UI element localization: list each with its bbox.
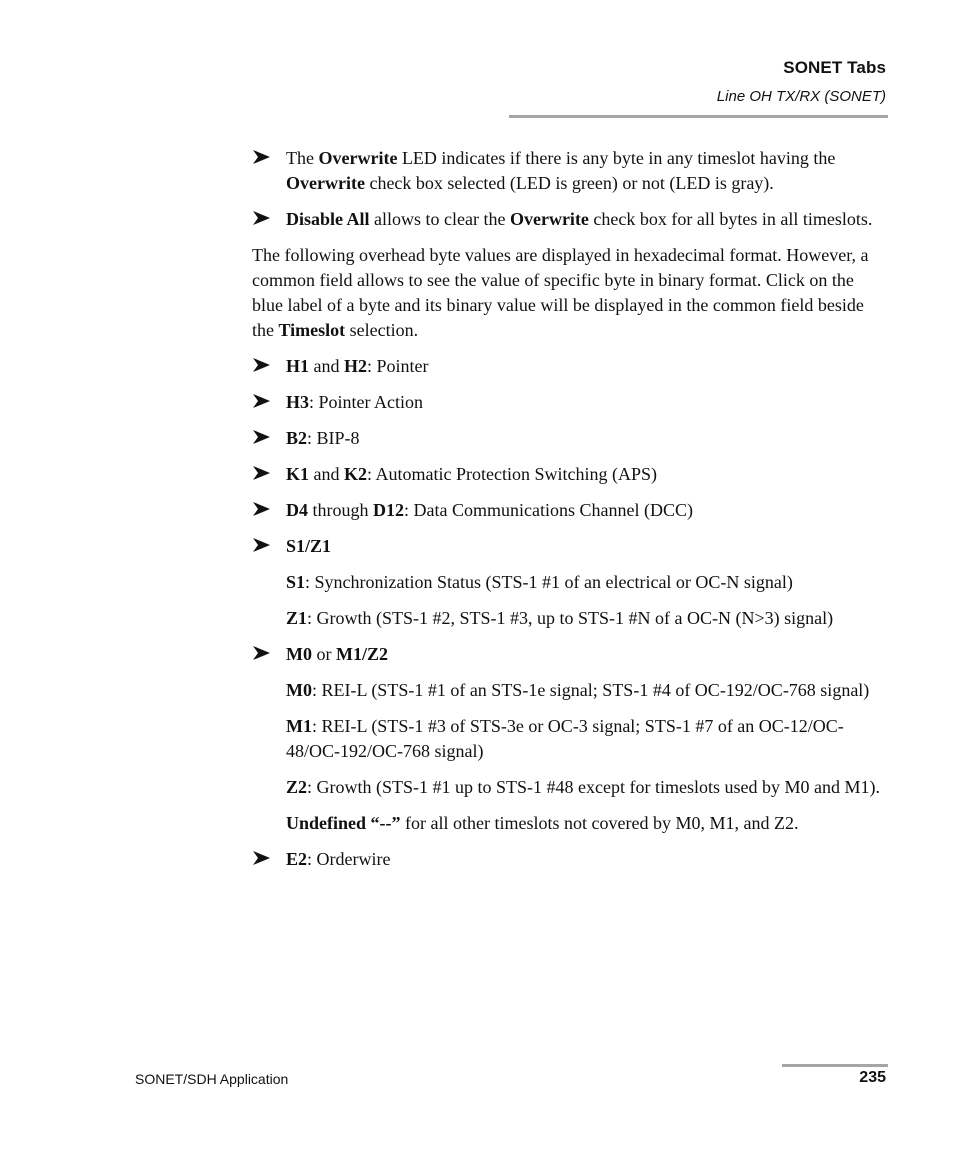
sub-text: : Growth (STS-1 #2, STS-1 #3, up to STS-1 #N of a OC-N (N>3) signal)	[307, 608, 834, 628]
arrow-bullet-icon	[252, 463, 272, 483]
document-body	[252, 146, 888, 883]
sub-text: : REI-L (STS-1 #3 of STS-3e or OC-3 signal; STS-1 #7 of an OC-12/OC-48/OC-192/OC-768 signal)	[286, 716, 844, 761]
sub-bold-term: S1	[286, 572, 306, 592]
bullet-bold-term: M0	[286, 644, 312, 664]
bullet-text: and	[309, 356, 345, 376]
paragraph-bold-term: Timeslot	[278, 320, 346, 340]
bullet-m0-m1-z2	[252, 642, 888, 667]
bullet-bold-term: K2	[344, 464, 368, 484]
sub-bold-term: M0	[286, 680, 312, 700]
bullet-bold-term: M1/Z2	[336, 644, 388, 664]
bullet-text: check box for all bytes in all timeslots.	[588, 209, 873, 229]
sub-text: for all other timeslots not covered by M0, M1, and Z2.	[400, 813, 799, 833]
bullet-text: check box selected (LED is green) or not (LED is gray).	[364, 173, 774, 193]
arrow-bullet-icon	[252, 499, 272, 519]
bullet-bold-term: H2	[344, 356, 368, 376]
bullet-disable-all	[252, 207, 888, 232]
bullet-e2	[252, 847, 888, 872]
arrow-bullet-icon	[252, 535, 272, 555]
bullet-text: : Pointer Action	[309, 392, 424, 412]
bullet-text: : Automatic Protection Switching (APS)	[367, 464, 658, 484]
sub-bold-term: Undefined “--”	[286, 813, 401, 833]
arrow-bullet-icon	[252, 391, 272, 411]
bullet-bold-term: Overwrite	[286, 173, 365, 193]
footer-document-title: SONET/SDH Application	[135, 1071, 289, 1087]
bullet-bold-term: E2	[286, 849, 308, 869]
arrow-bullet-icon	[252, 427, 272, 447]
bullet-h1-h2	[252, 354, 888, 379]
header-divider	[509, 115, 888, 118]
bullet-text: through	[308, 500, 373, 520]
bullet-k1-k2	[252, 462, 888, 487]
sub-bold-term: M1	[286, 716, 312, 736]
arrow-bullet-icon	[252, 208, 272, 228]
bullet-text: The	[286, 148, 319, 168]
sub-bold-term: Z1	[286, 608, 308, 628]
bullet-text: : Data Communications Channel (DCC)	[404, 500, 693, 520]
intro-paragraph	[252, 243, 888, 343]
sub-paragraph-m0	[252, 678, 888, 703]
sub-paragraph-z1	[252, 606, 888, 631]
bullet-bold-term: S1/Z1	[286, 536, 332, 556]
sub-text: : Growth (STS-1 #1 up to STS-1 #48 except for timeslots used by M0 and M1).	[307, 777, 880, 797]
bullet-bold-term: Overwrite	[318, 148, 398, 168]
bullet-s1-z1	[252, 534, 888, 559]
bullet-overwrite	[252, 146, 888, 196]
sub-paragraph-s1	[252, 570, 888, 595]
bullet-text: allows to clear the	[369, 209, 510, 229]
sub-paragraph-undefined	[252, 811, 888, 836]
bullet-bold-term: Overwrite	[509, 209, 589, 229]
page-section-title: SONET Tabs	[783, 58, 886, 77]
arrow-bullet-icon	[252, 355, 272, 375]
page-subsection-title: Line OH TX/RX (SONET)	[716, 88, 886, 105]
bullet-text: and	[309, 464, 345, 484]
bullet-bold-term: H1	[286, 356, 310, 376]
footer-divider	[782, 1064, 888, 1067]
bullet-bold-term: D4	[286, 500, 308, 520]
bullet-text: LED indicates if there is any byte in any timeslot having the	[397, 148, 836, 168]
bullet-h3	[252, 390, 888, 415]
sub-text: : REI-L (STS-1 #1 of an STS-1e signal; STS-1 #4 of OC-192/OC-768 signal)	[312, 680, 870, 700]
bullet-bold-term: K1	[286, 464, 310, 484]
bullet-b2	[252, 426, 888, 451]
bullet-d4-d12	[252, 498, 888, 523]
sub-paragraph-z2	[252, 775, 888, 800]
page-number: 235	[859, 1069, 886, 1086]
bullet-bold-term: B2	[286, 428, 308, 448]
bullet-text: or	[312, 644, 336, 664]
arrow-bullet-icon	[252, 848, 272, 868]
bullet-text: : BIP-8	[307, 428, 360, 448]
sub-text: : Synchronization Status (STS-1 #1 of an electrical or OC-N signal)	[305, 572, 793, 592]
bullet-bold-term: Disable All	[286, 209, 370, 229]
paragraph-text: The following overhead byte values are displayed in hexadecimal format. However, a common field allows to see the value of specific byte in binary format. Click on the blue label of a byte and its binary value will be displayed in the common field beside the	[252, 245, 869, 340]
sub-bold-term: Z2	[286, 777, 308, 797]
bullet-bold-term: D12	[373, 500, 404, 520]
bullet-text: : Pointer	[367, 356, 429, 376]
bullet-bold-term: H3	[286, 392, 310, 412]
arrow-bullet-icon	[252, 147, 272, 167]
paragraph-text: selection.	[345, 320, 419, 340]
arrow-bullet-icon	[252, 643, 272, 663]
sub-paragraph-m1	[252, 714, 888, 764]
bullet-text: : Orderwire	[307, 849, 391, 869]
